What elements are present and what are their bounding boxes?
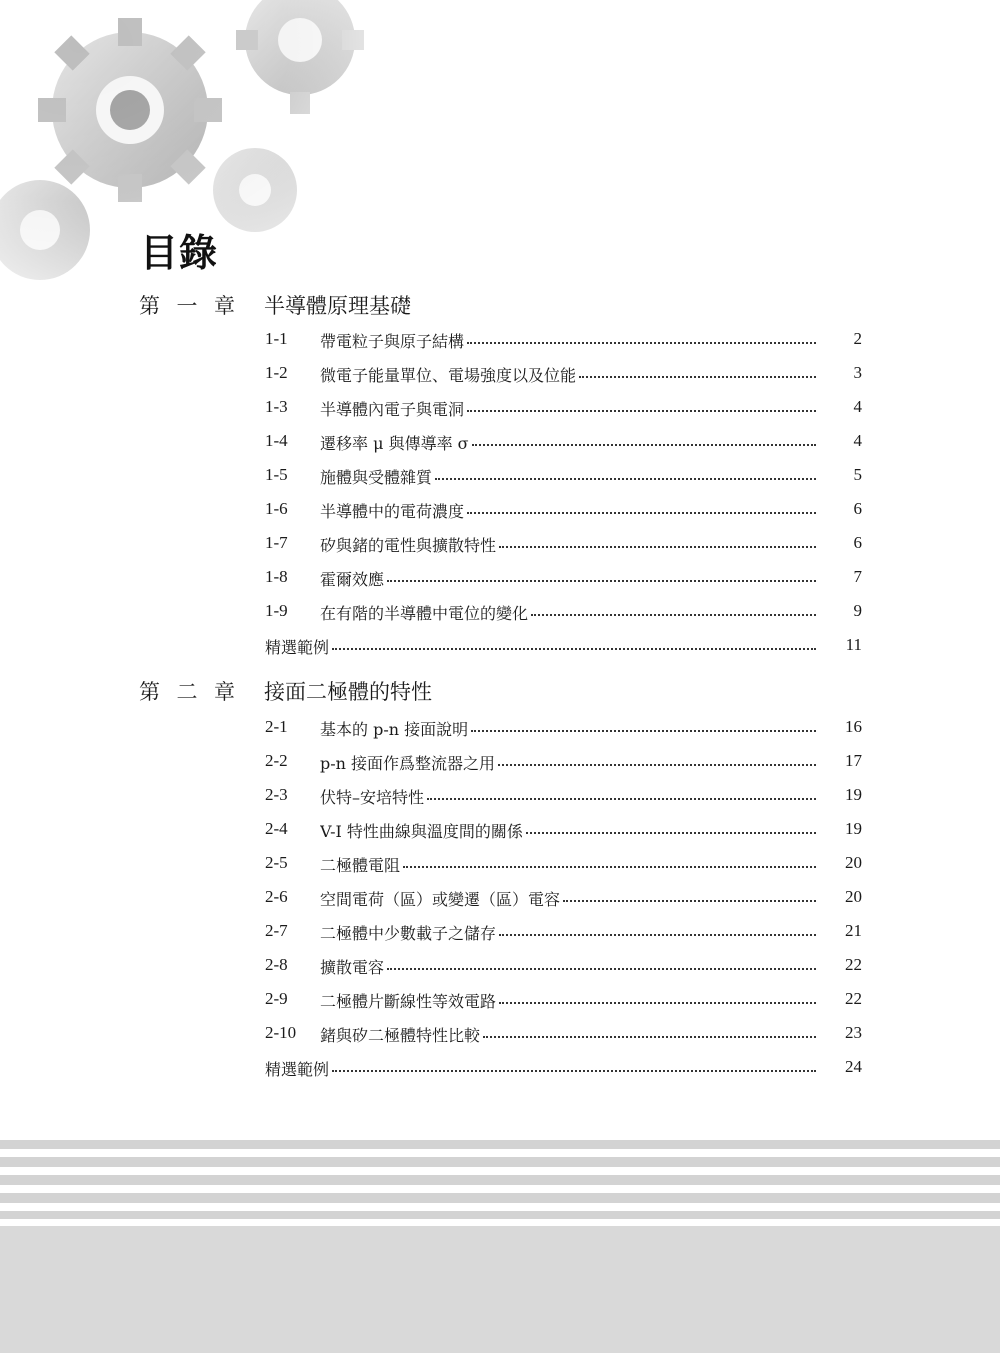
- entry-page: 5: [853, 465, 862, 484]
- dot-leader: [471, 730, 816, 732]
- entry-number: 2-8: [265, 955, 288, 974]
- dot-leader: [499, 546, 816, 548]
- dot-leader: [563, 900, 816, 902]
- entry-number: 2-9: [265, 989, 288, 1008]
- toc-entry[interactable]: [0, 564, 1000, 594]
- entry-number: 1-6: [265, 499, 288, 518]
- entry-number: 2-4: [265, 819, 288, 838]
- entry-title: 伏特–安培特性: [320, 788, 425, 807]
- entry-number: 1-7: [265, 533, 288, 552]
- entry-number: 1-9: [265, 601, 288, 620]
- stripe: [0, 1157, 1000, 1167]
- entry-page: 20: [845, 853, 862, 872]
- entry-page: 19: [845, 819, 862, 838]
- entry-title: V-I 特性曲線與溫度間的關係: [320, 822, 523, 841]
- entry-page: 3: [853, 363, 862, 382]
- entry-number: 1-3: [265, 397, 288, 416]
- entry-page: 2: [853, 329, 862, 348]
- entry-page: 6: [853, 533, 862, 552]
- dot-leader: [499, 934, 816, 936]
- toc-entry[interactable]: [0, 782, 1000, 812]
- dot-leader: [531, 614, 816, 616]
- entry-title: 遷移率 μ 與傳導率 σ: [320, 434, 469, 453]
- entry-title: 基本的 p-n 接面說明: [320, 720, 469, 739]
- entry-title: 精選範例: [265, 638, 330, 657]
- entry-page: 17: [845, 751, 862, 770]
- dot-leader: [579, 376, 816, 378]
- toc-entry[interactable]: [0, 918, 1000, 948]
- dot-leader: [387, 968, 816, 970]
- footer-band: [0, 1226, 1000, 1353]
- dot-leader: [332, 648, 816, 650]
- entry-number: 1-8: [265, 567, 288, 586]
- entry-number: 2-6: [265, 887, 288, 906]
- chapter-heading: [0, 290, 1000, 324]
- toc-entry[interactable]: [0, 462, 1000, 492]
- toc-entry[interactable]: [0, 748, 1000, 778]
- entry-title: 在有階的半導體中電位的變化: [320, 604, 529, 623]
- entry-title: 精選範例: [265, 1060, 330, 1079]
- entry-title: 空間電荷（區）或變遷（區）電容: [320, 890, 561, 909]
- entry-number: 2-1: [265, 717, 288, 736]
- stripe: [0, 1140, 1000, 1149]
- toc-entry[interactable]: [0, 884, 1000, 914]
- entry-page: 24: [845, 1057, 862, 1076]
- entry-page: 11: [845, 635, 862, 654]
- footer-stripes: [0, 1140, 1000, 1353]
- chapter-title: 半導體原理基礎: [264, 294, 411, 318]
- entry-page: 9: [853, 601, 862, 620]
- toc-entry-review[interactable]: [0, 632, 1000, 662]
- dot-leader: [526, 832, 816, 834]
- toc-entry[interactable]: [0, 598, 1000, 628]
- entry-page: 22: [845, 989, 862, 1008]
- toc-entry[interactable]: [0, 714, 1000, 744]
- entry-title: 帶電粒子與原子結構: [320, 332, 465, 351]
- toc-entry-review[interactable]: [0, 1054, 1000, 1084]
- dot-leader: [467, 342, 816, 344]
- dot-leader: [467, 512, 816, 514]
- toc-entry[interactable]: [0, 496, 1000, 526]
- chapter-number: 第 一 章: [139, 294, 235, 318]
- entry-title: 半導體內電子與電洞: [320, 400, 465, 419]
- toc-entry[interactable]: [0, 360, 1000, 390]
- entry-title: 二極體電阻: [320, 856, 401, 875]
- entry-page: 23: [845, 1023, 862, 1042]
- entry-title: 鍺與矽二極體特性比較: [320, 1026, 481, 1045]
- dot-leader: [332, 1070, 816, 1072]
- dot-leader: [483, 1036, 816, 1038]
- stripe: [0, 1175, 1000, 1185]
- dot-leader: [435, 478, 816, 480]
- page-title: 目錄: [140, 231, 219, 275]
- entry-number: 2-7: [265, 921, 288, 940]
- entry-title: 擴散電容: [320, 958, 385, 977]
- dot-leader: [472, 444, 816, 446]
- toc-entry[interactable]: [0, 428, 1000, 458]
- toc-entry[interactable]: [0, 816, 1000, 846]
- entry-number: 2-2: [265, 751, 288, 770]
- chapter-title: 接面二極體的特性: [264, 680, 432, 704]
- entry-page: 6: [853, 499, 862, 518]
- entry-page: 16: [845, 717, 862, 736]
- entry-title: 二極體片斷線性等效電路: [320, 992, 497, 1011]
- dot-leader: [467, 410, 816, 412]
- dot-leader: [498, 764, 816, 766]
- entry-page: 4: [853, 397, 862, 416]
- entry-title: 半導體中的電荷濃度: [320, 502, 465, 521]
- entry-number: 2-10: [265, 1023, 297, 1042]
- entry-title: 微電子能量單位、電場強度以及位能: [320, 366, 577, 385]
- chapter-heading: [0, 676, 1000, 710]
- entry-page: 22: [845, 955, 862, 974]
- entry-title: 矽與鍺的電性與擴散特性: [320, 536, 497, 555]
- entry-page: 19: [845, 785, 862, 804]
- stripe: [0, 1193, 1000, 1203]
- dot-leader: [403, 866, 816, 868]
- stripe: [0, 1211, 1000, 1219]
- toc-entry[interactable]: [0, 986, 1000, 1016]
- toc-entry[interactable]: [0, 394, 1000, 424]
- dot-leader: [427, 798, 816, 800]
- entry-page: 20: [845, 887, 862, 906]
- toc-entry[interactable]: [0, 1020, 1000, 1050]
- entry-number: 1-5: [265, 465, 288, 484]
- entry-number: 1-2: [265, 363, 288, 382]
- entry-number: 2-5: [265, 853, 288, 872]
- entry-title: 霍爾效應: [320, 570, 385, 589]
- entry-title: 施體與受體雜質: [320, 468, 433, 487]
- entry-page: 4: [853, 431, 862, 450]
- toc-entry[interactable]: [0, 850, 1000, 880]
- entry-number: 1-1: [265, 329, 288, 348]
- entry-number: 2-3: [265, 785, 288, 804]
- entry-title: p-n 接面作爲整流器之用: [320, 754, 496, 773]
- toc-entry[interactable]: [0, 326, 1000, 356]
- entry-page: 7: [853, 567, 862, 586]
- toc-entry[interactable]: [0, 530, 1000, 560]
- chapter-number: 第 二 章: [139, 680, 235, 704]
- dot-leader: [499, 1002, 816, 1004]
- dot-leader: [387, 580, 816, 582]
- entry-page: 21: [845, 921, 862, 940]
- toc-entry[interactable]: [0, 952, 1000, 982]
- entry-number: 1-4: [265, 431, 288, 450]
- entry-title: 二極體中少數載子之儲存: [320, 924, 497, 943]
